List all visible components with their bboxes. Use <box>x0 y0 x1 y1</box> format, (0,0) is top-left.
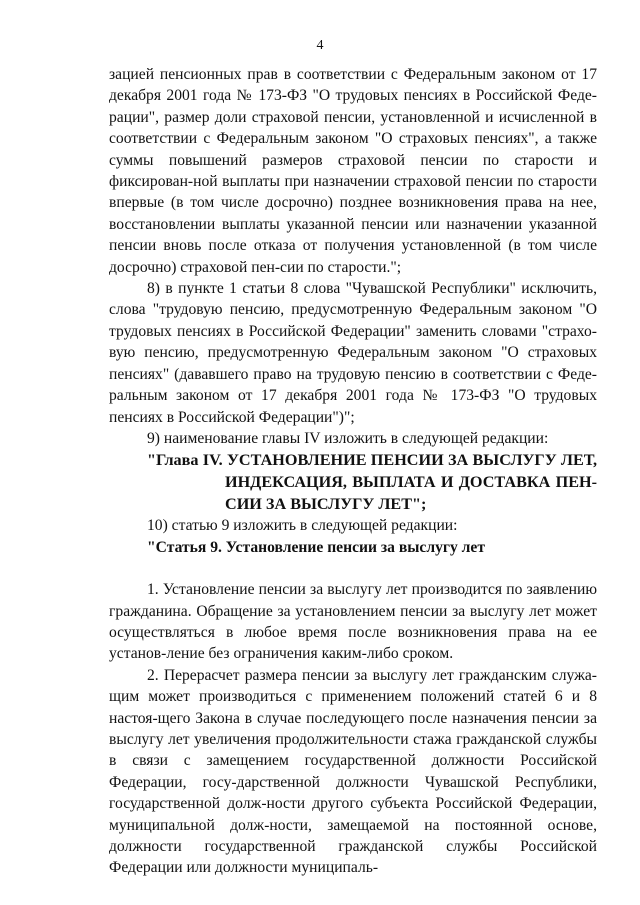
paragraph-clause-1: 1. Установление пенсии за выслугу лет производится по заявлению гражданина. Обращение за установлением пенсии за выслугу лет может осуществляться в любое время после возникновения права на ее установ-ление без ограничения каким-либо сроком. <box>109 581 597 663</box>
paragraph-clause-2: 2. Перерасчет размера пенсии за выслугу лет гражданским служа-щим может производиться с применением положений статей 6 и 8 настоя-щего Закона в случае последующего после назначения пенсии за выслугу лет увеличения продолжительности стажа гражданской службы в связи с замещением государственной должности Российской Федерации, госу-дарственной должности Чувашской Республики, государственной долж-ности другого субъекта Российской Федерации, муниципальной долж-ности, замещаемой на постоянной основе, должности государственной гражданской службы Российской Федерации или должности муниципаль- <box>109 666 597 877</box>
chapter-heading <box>109 449 597 515</box>
document-body <box>109 64 597 879</box>
paragraph-item-9: 9) наименование главы IV изложить в следующей редакции: <box>147 429 549 447</box>
chapter-title-line-3: СИИ ЗА ВЫСЛУГУ ЛЕТ"; <box>225 495 427 514</box>
paragraph-continuation: зацией пенсионных прав в соответствии с Федеральным законом от 17 декабря 2001 года № 173-ФЗ "О трудовых пенсиях в Российской Феде-рации", размер доли страховой пенсии, установленной и исчисленной в соответствии с Федеральным законом "О страховых пенсиях", а также суммы повышений размеров страховой пенсии по старости и фиксирован-ной выплаты при назначении страховой пенсии по старости впервые (в том числе досрочно) позднее возникновения права на нее, восстановлении выплаты указанной пенсии или назначении указанной пенсии вновь после отказа от получения установленной (в том числе досрочно) страховой пен-сии по старости."; <box>109 66 597 276</box>
chapter-title-line-1: УСТАНОВЛЕНИЕ ПЕНСИИ ЗА ВЫСЛУГУ ЛЕТ, <box>227 451 598 470</box>
chapter-label: "Глава IV. <box>147 451 223 470</box>
paragraph-item-10: 10) статью 9 изложить в следующей редакции: <box>147 517 458 535</box>
chapter-title-line-2: ИНДЕКСАЦИЯ, ВЫПЛАТА И ДОСТАВКА ПЕН- <box>225 473 597 492</box>
page-number: 4 <box>316 38 324 53</box>
chapter-heading-line-1 <box>147 449 597 471</box>
paragraph-item-8: 8) в пункте 1 статьи 8 слова "Чувашской Республики" исключить, слова "трудовую пенсию, предусмотренную Федеральным законом "О трудовых пенсиях в Российской Федерации" заменить словами "страхо-вую пенсию, предусмотренную Федеральным законом "О страховых пенсиях" (дававшего право на трудовую пенсию в соответствии с Феде-ральным законом от 17 декабря 2001 года № 173-ФЗ "О трудовых пенсиях в Российской Федерации")"; <box>109 280 597 426</box>
article-heading: "Статья 9. Установление пенсии за выслугу лет <box>147 538 485 556</box>
